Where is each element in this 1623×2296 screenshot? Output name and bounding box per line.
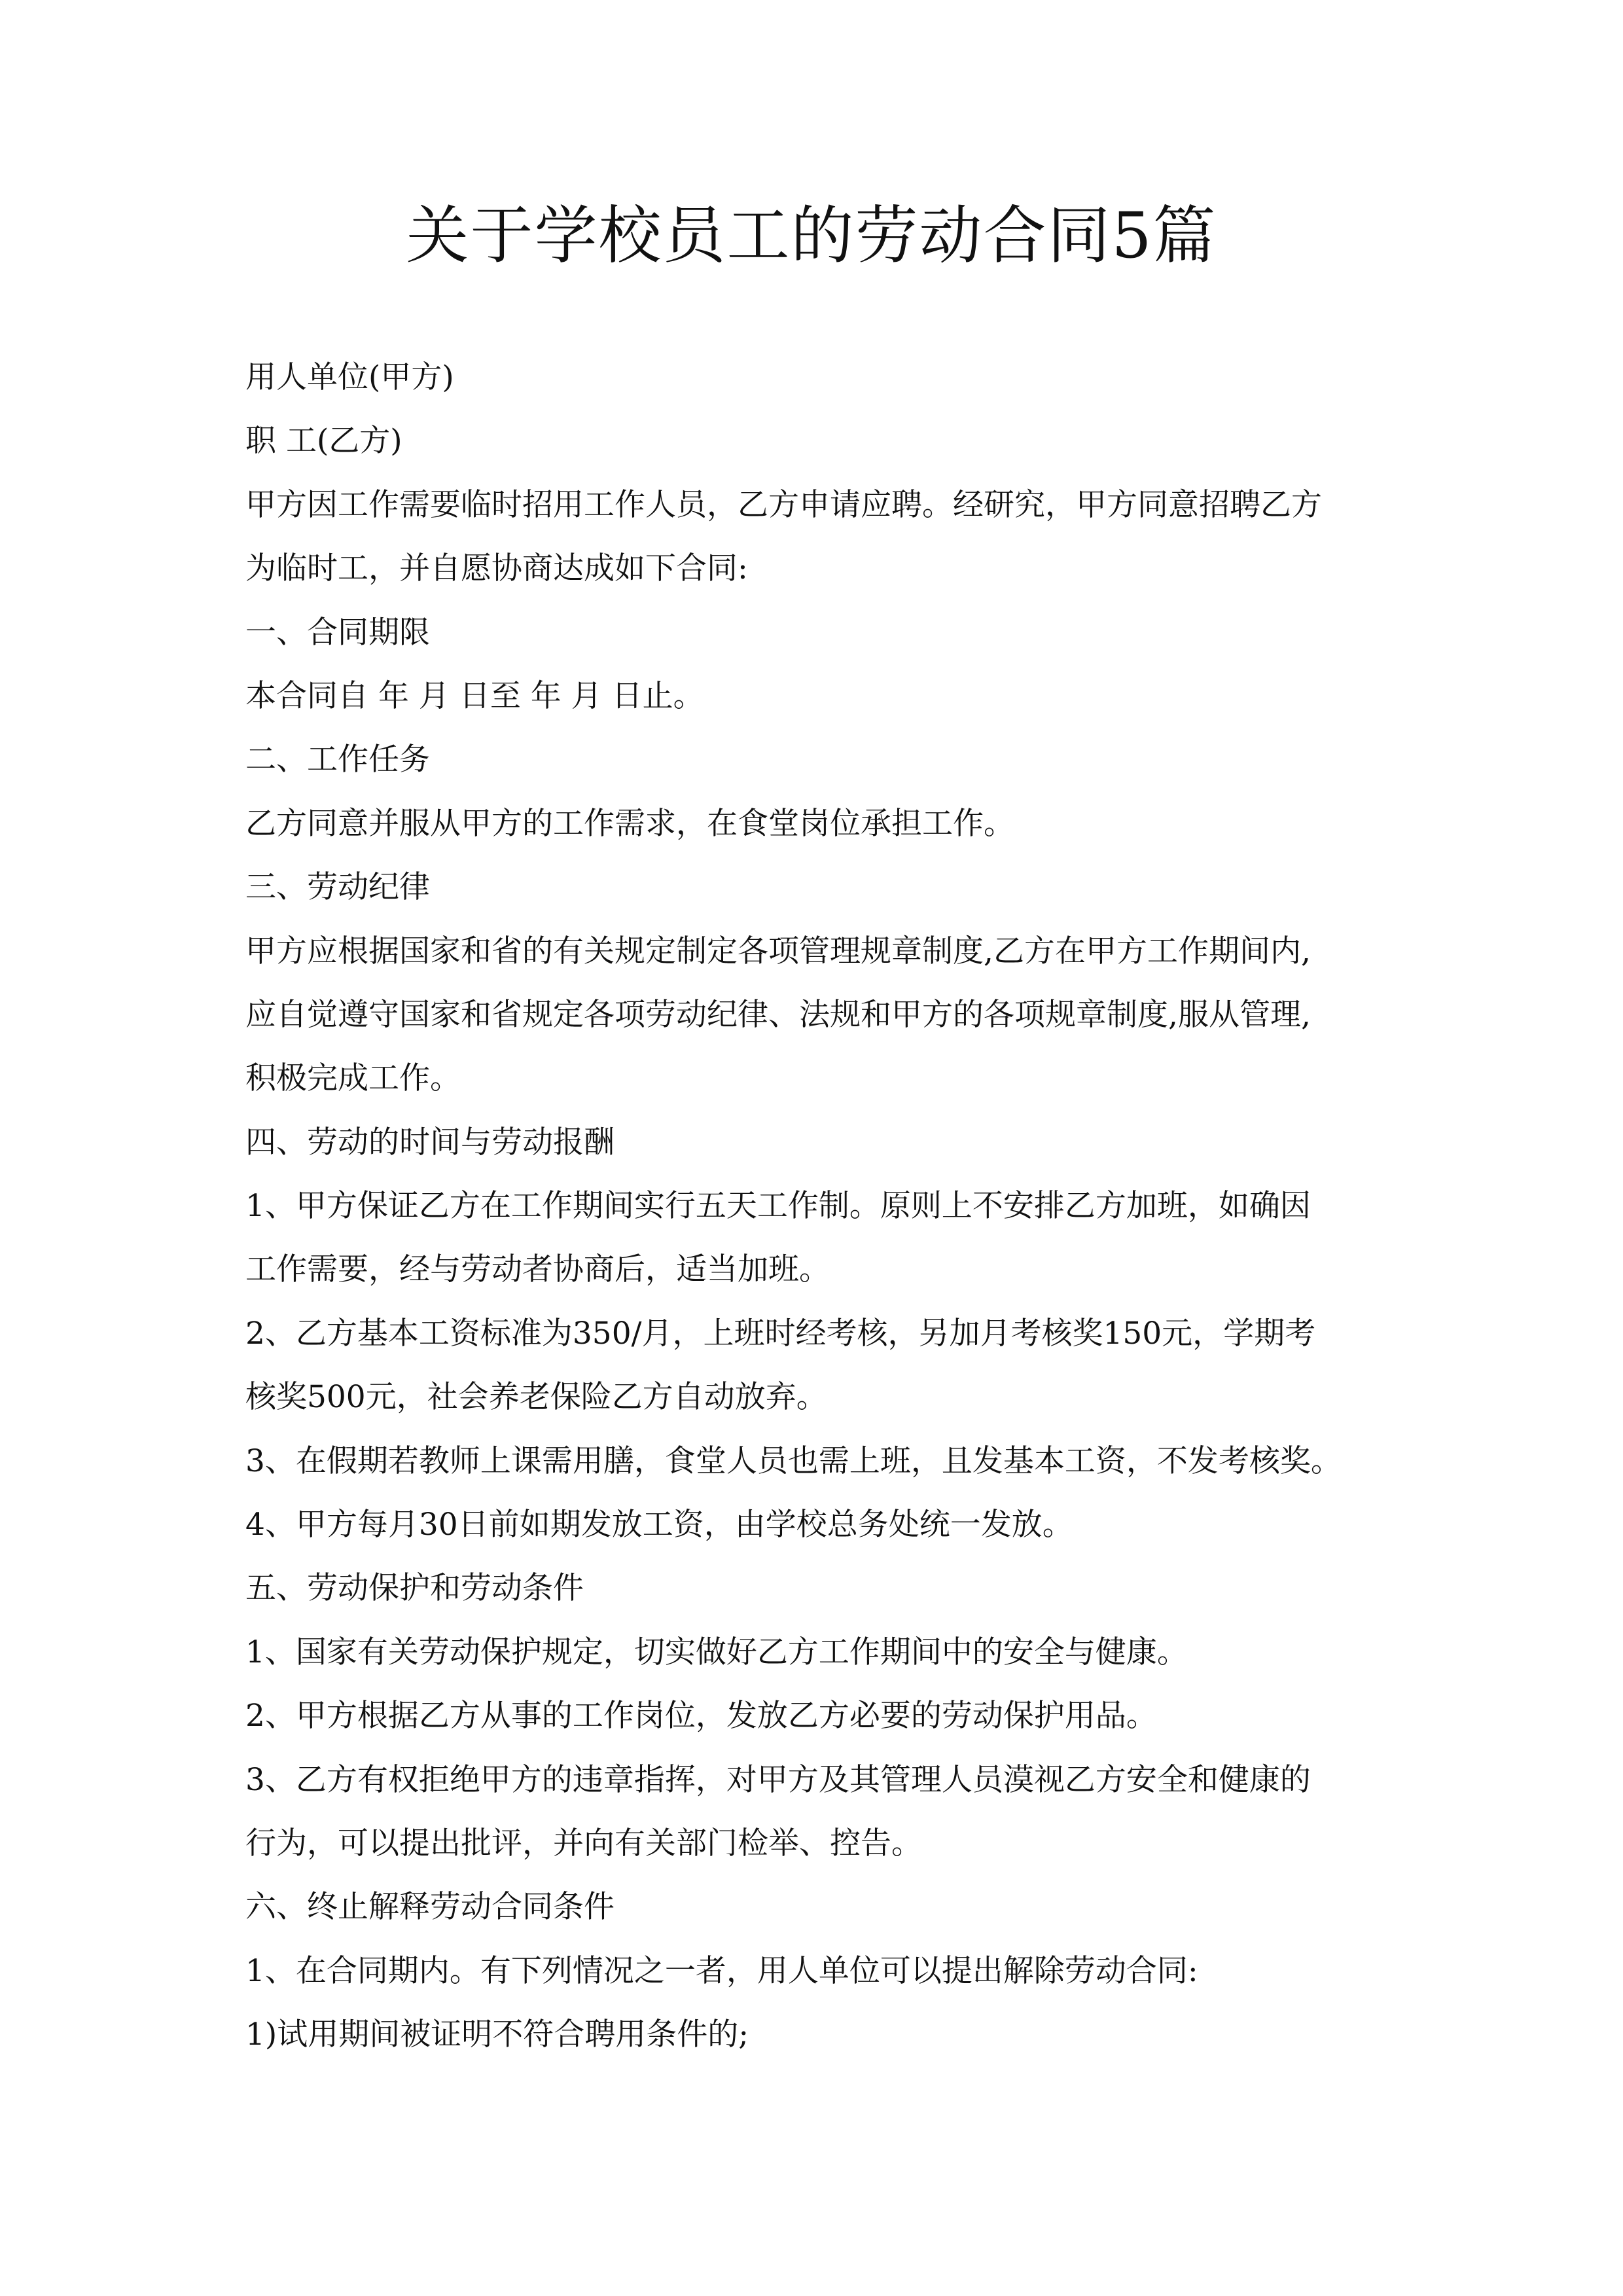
paragraph-line: 1)试用期间被证明不符合聘用条件的;: [245, 2017, 749, 2053]
paragraph-line: 甲方应根据国家和省的有关规定制定各项管理规章制度,乙方在甲方工作期间内,: [245, 933, 1311, 969]
paragraph-line: 三、劳动纪律: [245, 869, 430, 906]
paragraph-line: 用人单位(甲方): [245, 359, 454, 395]
paragraph-line: 3、在假期若教师上课需用膳，食堂人员也需上班，且发基本工资，不发考核奖。: [245, 1443, 1342, 1479]
paragraph-line: 1、在合同期内。有下列情况之一者，用人单位可以提出解除劳动合同:: [245, 1952, 1198, 1989]
paragraph-line: 为临时工，并自愿协商达成如下合同:: [245, 550, 748, 587]
paragraph-line: 1、甲方保证乙方在工作期间实行五天工作制。原则上不安排乙方加班，如确因: [245, 1188, 1311, 1225]
paragraph-line: 六、终止解释劳动合同条件: [245, 1889, 615, 1926]
document-body: [245, 346, 1423, 2067]
paragraph-line: 四、劳动的时间与劳动报酬: [245, 1124, 615, 1160]
paragraph-line: 工作需要，经与劳动者协商后，适当加班。: [245, 1251, 830, 1288]
paragraph-line: 2、甲方根据乙方从事的工作岗位，发放乙方必要的劳动保护用品。: [245, 1698, 1157, 1734]
paragraph-line: 行为，可以提出批评，并向有关部门检举、控告。: [245, 1825, 922, 1861]
paragraph-line: 乙方同意并服从甲方的工作需求，在食堂岗位承担工作。: [245, 805, 1014, 842]
paragraph-line: 二、工作任务: [245, 742, 430, 778]
paragraph-line: 1、国家有关劳动保护规定，切实做好乙方工作期间中的安全与健康。: [245, 1634, 1188, 1670]
paragraph-line: 2、乙方基本工资标准为350/月，上班时经考核，另加月考核奖150元，学期考: [245, 1315, 1316, 1352]
paragraph-line: 职 工(乙方): [245, 423, 402, 459]
paragraph-line: 4、甲方每月30日前如期发放工资，由学校总务处统一发放。: [245, 1507, 1073, 1543]
document-title: 关于学校员工的劳动合同5篇: [406, 199, 1217, 272]
paragraph-line: 应自觉遵守国家和省规定各项劳动纪律、法规和甲方的各项规章制度,服从管理,: [245, 996, 1311, 1033]
paragraph-line: 甲方因工作需要临时招用工作人员，乙方申请应聘。经研究，甲方同意招聘乙方: [245, 486, 1322, 523]
paragraph-line: 3、乙方有权拒绝甲方的违章指挥，对甲方及其管理人员漠视乙方安全和健康的: [245, 1761, 1311, 1798]
paragraph-line: 五、劳动保护和劳动条件: [245, 1570, 584, 1607]
paragraph-line: 本合同自 年 月 日至 年 月 日止。: [245, 677, 704, 714]
paragraph-line: 核奖500元，社会养老保险乙方自动放弃。: [245, 1379, 827, 1416]
paragraph-line: 积极完成工作。: [245, 1060, 461, 1097]
paragraph-line: 一、合同期限: [245, 614, 430, 651]
